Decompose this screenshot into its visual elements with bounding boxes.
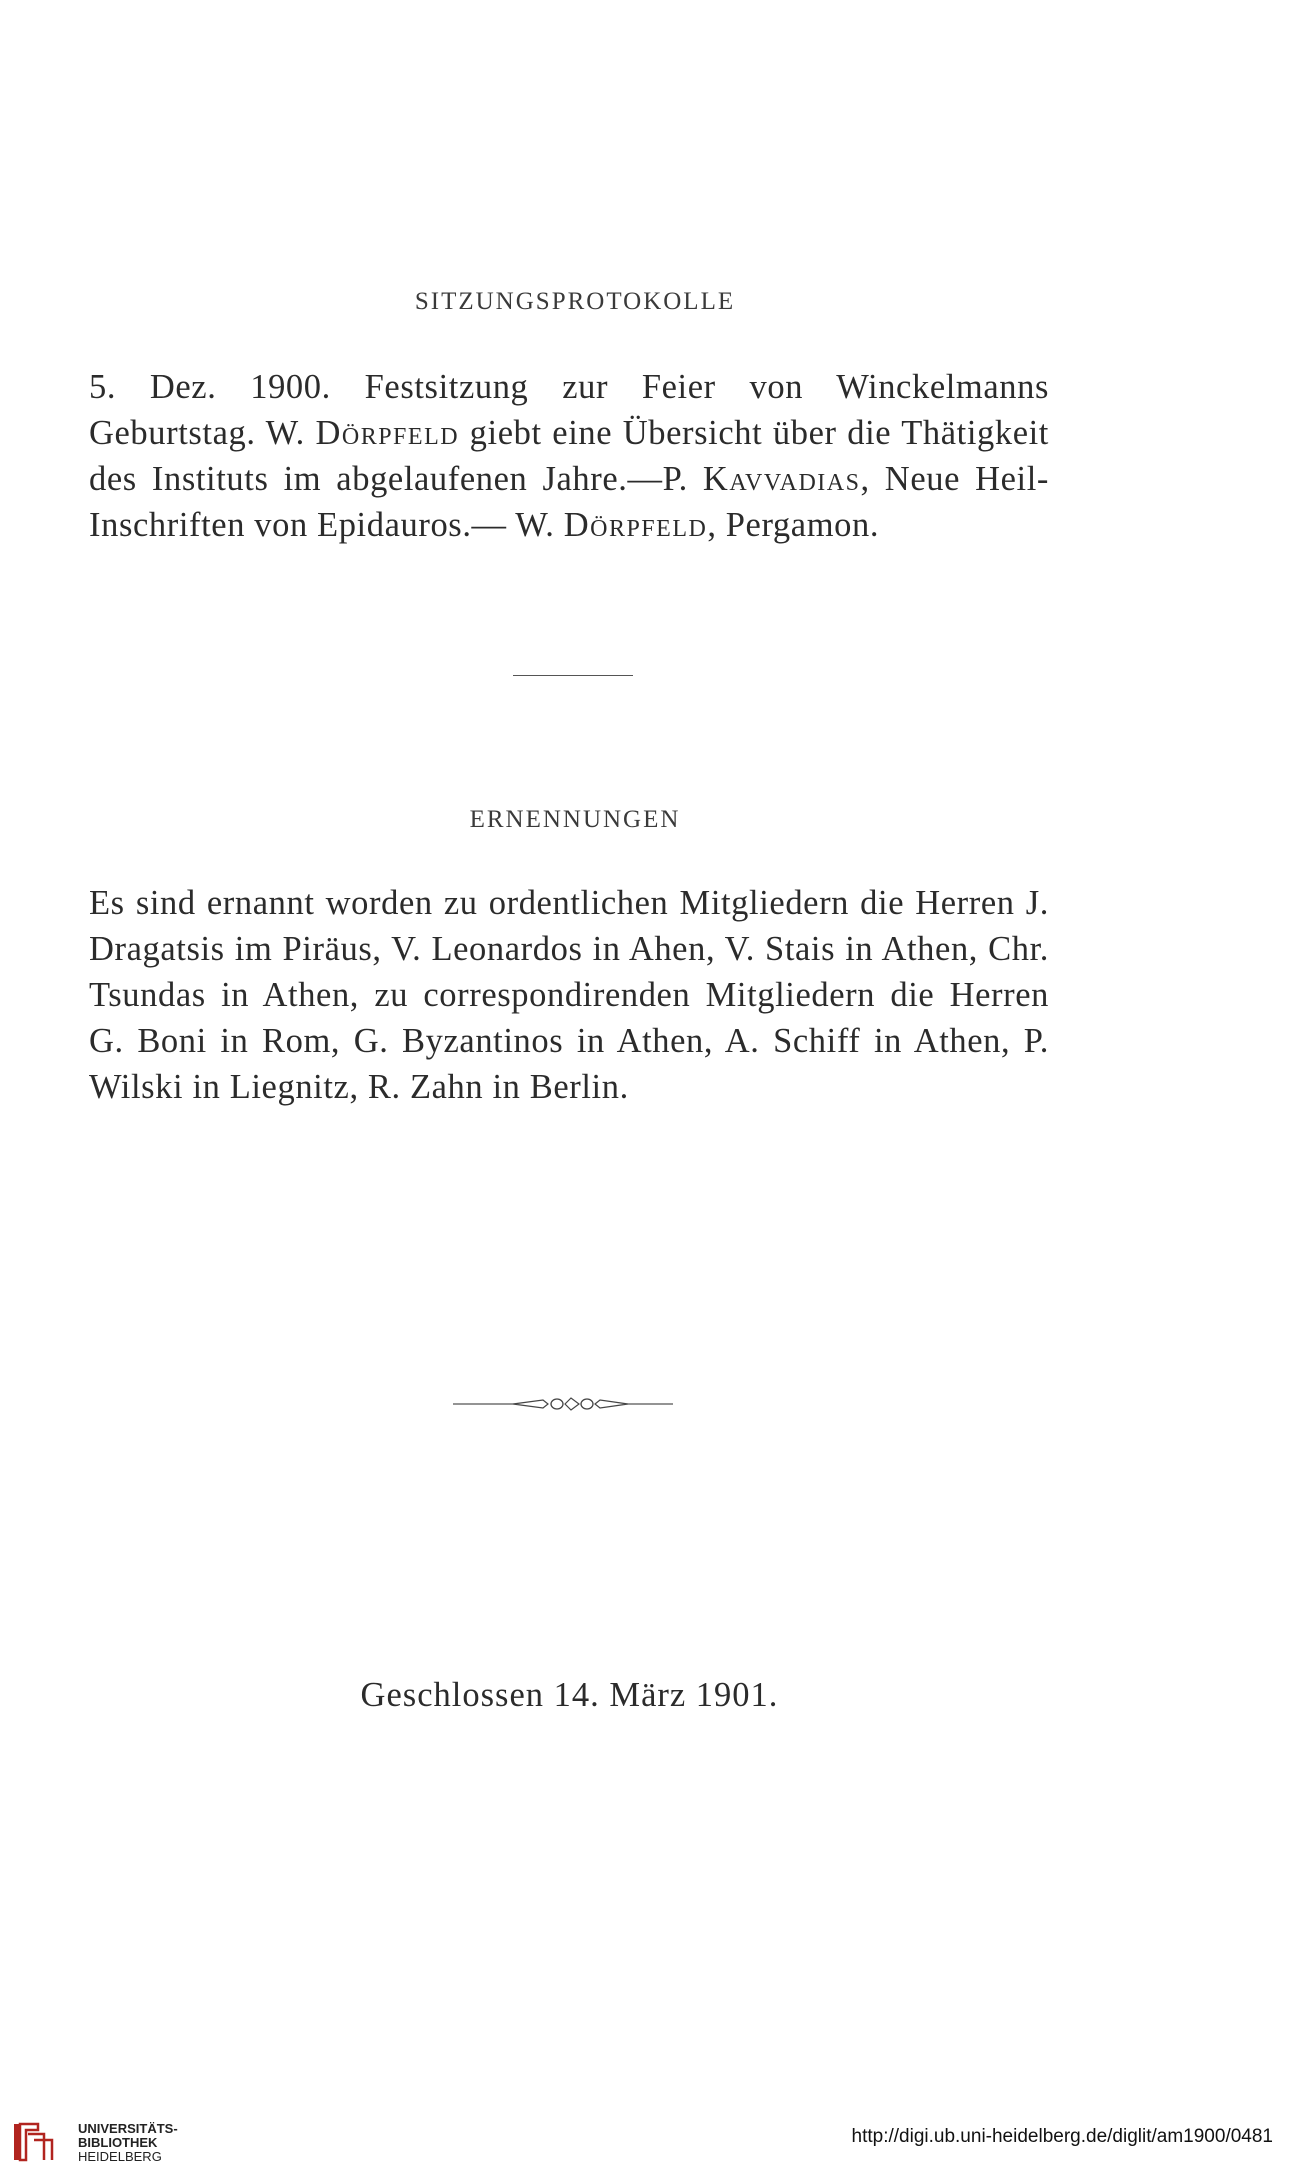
ernennungen-paragraph: Es sind ernannt worden zu ordentlichen Mitgliedern die Herren J. Dragatsis im Piräus, V. Leonardos in Ahen, V. Stais in Athen, Chr. Tsundas in Athen, zu correspondirenden Mitgliedern die Herren G. Boni in Rom, G. Byzantinos in Athen, A. Schiff in Athen, P. Wilski in Liegnitz, R. Zahn in Berlin.	[89, 884, 1049, 1106]
closing-date: Geschlossen 14. März 1901.	[360, 1676, 779, 1714]
section-divider-rule	[513, 675, 633, 676]
logo-line-3: HEIDELBERG	[78, 2149, 162, 2164]
footer-url-link[interactable]: http://digi.ub.uni-heidelberg.de/diglit/am1900/0481	[851, 2126, 1273, 2147]
library-logo	[12, 2118, 182, 2168]
logo-line-1: UNIVERSITÄTS-	[78, 2121, 178, 2136]
library-logo-icon	[12, 2120, 56, 2164]
logo-line-2: BIBLIOTHEK	[78, 2135, 158, 2150]
sitzung-text-1: 5. Dez. 1900. Festsitzung zur Feier von Winckelmanns Geburtstag. W.	[89, 368, 1049, 452]
sitzung-text-2: giebt eine Übersicht über die Thätigkeit des Instituts im abgelaufenen Jahre.—P.	[89, 414, 1049, 498]
name-doerpfeld-2: Dörpfeld	[563, 506, 708, 544]
name-doerpfeld-1: Dörpfeld	[315, 414, 460, 452]
name-kavvadias: Kavvadias	[702, 460, 861, 498]
sitzung-text-3: , Neue Heil-Inschriften von Epidauros.— W.	[89, 460, 1049, 544]
section-heading-sitzungsprotokolle: SITZUNGSPROTOKOLLE	[414, 288, 736, 315]
sitzung-paragraph	[89, 364, 1049, 548]
sitzung-text-4: , Pergamon.	[707, 506, 880, 544]
ornament-divider	[453, 1393, 673, 1415]
section-heading-ernennungen: ERNENNUNGEN	[469, 806, 681, 833]
